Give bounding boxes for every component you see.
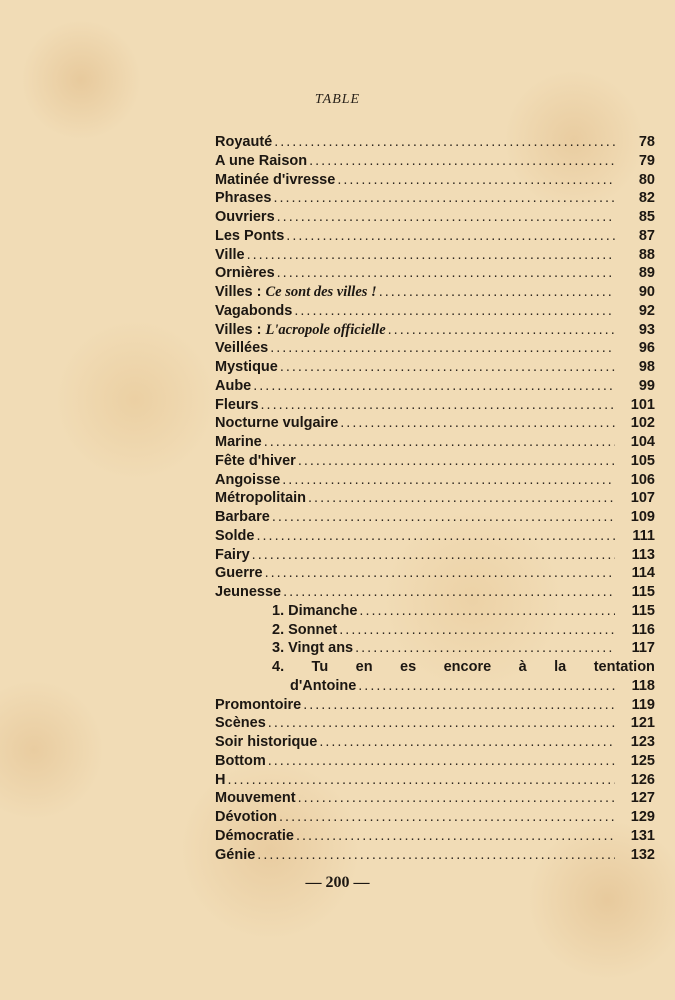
toc-entry: [215, 303, 655, 322]
dot-leader: [256, 528, 615, 544]
toc-entry: [215, 172, 655, 191]
toc-entry-title: Matinée d'ivresse: [215, 171, 336, 188]
toc-entry: [215, 434, 655, 453]
toc-entry-title: Marine: [215, 434, 262, 450]
dot-leader: [279, 809, 615, 825]
toc-entry-page: 104: [630, 434, 655, 450]
dot-leader: [358, 678, 615, 694]
toc-entry-page: 105: [630, 452, 655, 469]
toc-entry-title: Métropolitain: [215, 490, 307, 507]
toc-entry-title: Barbare: [215, 509, 270, 525]
toc-entry: [215, 547, 655, 566]
toc-entry-title: 1. Dimanche: [272, 602, 358, 619]
toc-entry-page: 127: [630, 790, 655, 807]
toc-entry-page: 118: [631, 677, 655, 694]
toc-entry-page: 88: [638, 246, 655, 263]
toc-entry: [215, 340, 655, 359]
dot-leader: [277, 209, 615, 225]
toc-entry-page: 89: [638, 265, 655, 282]
toc-entry-page: 114: [631, 565, 655, 582]
dot-leader: [268, 753, 615, 769]
toc-entry-page: 125: [630, 752, 655, 769]
toc-entry-title: Phrases: [215, 190, 272, 207]
toc-entry: [215, 847, 655, 866]
toc-entry: [215, 828, 655, 847]
toc-entry-title: Angoisse: [215, 471, 281, 488]
toc-entry: [272, 622, 655, 641]
toc-entry: [215, 753, 655, 772]
toc-entry-page: 78: [638, 134, 655, 150]
dot-leader: [257, 847, 615, 863]
toc-entry-page: 85: [638, 209, 655, 225]
dot-leader: [308, 490, 615, 506]
toc-entry-page: 106: [630, 471, 655, 488]
toc-entry-page: 129: [630, 809, 655, 825]
toc-entry: [215, 565, 655, 584]
toc-entry-title: Nocturne vulgaire: [215, 415, 339, 432]
toc-entry: [290, 678, 655, 697]
toc-entry-title: Villes : Ce sont des villes !: [215, 284, 377, 300]
toc-entry-title: Les Ponts: [215, 227, 285, 244]
dot-leader: [277, 265, 615, 281]
dot-leader: [268, 715, 615, 731]
toc-entry-page: 131: [630, 827, 655, 844]
toc-entry-title: A une Raison: [215, 152, 308, 169]
toc-entry-page: 111: [632, 527, 655, 544]
dot-leader: [388, 322, 615, 338]
toc-entry-title: Aube: [215, 377, 252, 394]
toc-entry-page: 117: [631, 640, 655, 657]
dot-leader: [252, 547, 615, 563]
toc-entry: [215, 265, 655, 284]
toc-entry-page: 121: [630, 715, 655, 732]
toc-entry: [215, 584, 655, 603]
toc-entry-title: Vagabonds: [215, 302, 293, 319]
toc-entry-page: 107: [630, 490, 655, 507]
toc-entry: [215, 153, 655, 172]
dot-leader: [309, 153, 615, 169]
toc-entry-page: 99: [638, 377, 655, 394]
toc-entry-page: 126: [630, 771, 655, 788]
page-number-footer: — 200 —: [305, 874, 370, 891]
dot-leader: [355, 640, 615, 656]
toc-entry: [215, 453, 655, 472]
toc-entry-page: 82: [638, 190, 655, 207]
dot-leader: [303, 697, 615, 713]
toc-entry: [215, 490, 655, 509]
toc-entry-title: Guerre: [215, 565, 263, 582]
toc-entry-page: 102: [630, 415, 655, 432]
toc-entry-page: 92: [638, 302, 655, 319]
toc-word: tentation: [593, 659, 655, 675]
toc-entry-title: Ouvriers: [215, 209, 275, 225]
toc-entry: [215, 528, 655, 547]
toc-entry-title: Solde: [215, 527, 255, 544]
toc-word: encore: [443, 659, 492, 675]
toc-entry: [215, 472, 655, 491]
toc-entry-page: 80: [638, 171, 655, 188]
toc-entry-page: 93: [638, 321, 655, 338]
dot-leader: [298, 790, 615, 806]
toc-entry-page: 96: [638, 340, 655, 357]
toc-entry: [272, 603, 655, 622]
toc-entry-title: Bottom: [215, 752, 266, 769]
dot-leader: [319, 734, 615, 750]
toc-entry: [215, 284, 655, 303]
toc-entry: [215, 790, 655, 809]
toc-entry-page: 109: [630, 509, 655, 525]
toc-entry-title: Soir historique: [215, 734, 318, 750]
toc-entry-title: Mouvement: [215, 790, 296, 807]
toc-entry-title: 3. Vingt ans: [272, 640, 354, 657]
toc-entry-page: 132: [630, 846, 655, 863]
dot-leader: [264, 434, 615, 450]
toc-entry-page: 115: [631, 602, 655, 619]
dot-leader: [280, 359, 615, 375]
dot-leader: [337, 172, 615, 188]
dot-leader: [272, 509, 615, 525]
toc-entry: [215, 809, 655, 828]
toc-entry-title: Ornières: [215, 265, 275, 282]
toc-entry-title: H: [215, 771, 226, 788]
toc-entry: [215, 397, 655, 416]
dot-leader: [294, 303, 615, 319]
dot-leader: [261, 397, 615, 413]
dot-leader: [273, 190, 615, 206]
toc-entry-title: Scènes: [215, 715, 266, 732]
dot-leader: [247, 247, 615, 263]
toc-entry-page: 101: [630, 396, 655, 413]
toc-entry: [215, 415, 655, 434]
toc-entry: [215, 772, 655, 791]
toc-entry-page: 116: [631, 621, 655, 638]
toc-entry: [215, 359, 655, 378]
toc-word: es: [400, 659, 417, 675]
toc-entry-page: 98: [638, 359, 655, 375]
toc-entry-title: Villes : L'acropole officielle: [215, 321, 386, 338]
dot-leader: [265, 565, 615, 581]
toc-word: à: [518, 659, 527, 675]
toc-word: la: [554, 659, 567, 675]
toc-entry-title: Royauté: [215, 134, 273, 150]
dot-leader: [340, 415, 615, 431]
dot-leader: [298, 453, 615, 469]
toc-entry-title: Dévotion: [215, 809, 278, 825]
toc-entry-title: Jeunesse: [215, 584, 282, 600]
toc-entry-page: 87: [638, 227, 655, 244]
toc-entry-title: Ville: [215, 246, 245, 263]
toc-entry: [215, 134, 655, 153]
dot-leader: [274, 134, 615, 150]
toc-entry-title: d'Antoine: [290, 677, 357, 694]
dot-leader: [282, 472, 615, 488]
toc-entry: [215, 734, 655, 753]
toc-word: en: [355, 659, 373, 675]
toc-word: Tu: [311, 659, 329, 675]
dot-leader: [359, 603, 615, 619]
toc-entry: [215, 190, 655, 209]
dot-leader: [227, 772, 615, 788]
toc-entry: [215, 378, 655, 397]
toc-entry-title: Mystique: [215, 359, 278, 375]
toc-entry: [215, 715, 655, 734]
toc-entry-page: 123: [630, 734, 655, 750]
page-header: TABLE: [314, 92, 361, 107]
toc-word: 4.: [272, 659, 285, 675]
dot-leader: [286, 228, 615, 244]
toc-entry-title: Fairy: [215, 546, 250, 563]
dot-leader: [379, 284, 615, 300]
toc-entry-page: 79: [638, 152, 655, 169]
toc-entry-page: 115: [631, 584, 655, 600]
toc-entry: [215, 697, 655, 716]
toc-entry-title: Veillées: [215, 340, 269, 357]
toc-entry-title: Fleurs: [215, 396, 259, 413]
toc-entry-wrapped-line: [272, 659, 655, 678]
toc-entry: [215, 322, 655, 341]
toc-entry-title: Fête d'hiver: [215, 452, 296, 469]
dot-leader: [270, 340, 615, 356]
toc-entry: [215, 228, 655, 247]
dot-leader: [339, 622, 615, 638]
toc-entry-title: Démocratie: [215, 827, 294, 844]
toc-entry: [272, 640, 655, 659]
toc-entry-title: Promontoire: [215, 696, 302, 713]
toc-entry: [215, 509, 655, 528]
toc-entry-page: 90: [638, 284, 655, 300]
dot-leader: [296, 828, 615, 844]
toc-entry: [215, 209, 655, 228]
toc-entry: [215, 247, 655, 266]
dot-leader: [283, 584, 615, 600]
toc-entry-page: 119: [631, 696, 655, 713]
toc-entry-page: 113: [631, 546, 655, 563]
dot-leader: [253, 378, 615, 394]
toc-entry-title: Génie: [215, 846, 256, 863]
toc-entry-title: 2. Sonnet: [272, 621, 338, 638]
